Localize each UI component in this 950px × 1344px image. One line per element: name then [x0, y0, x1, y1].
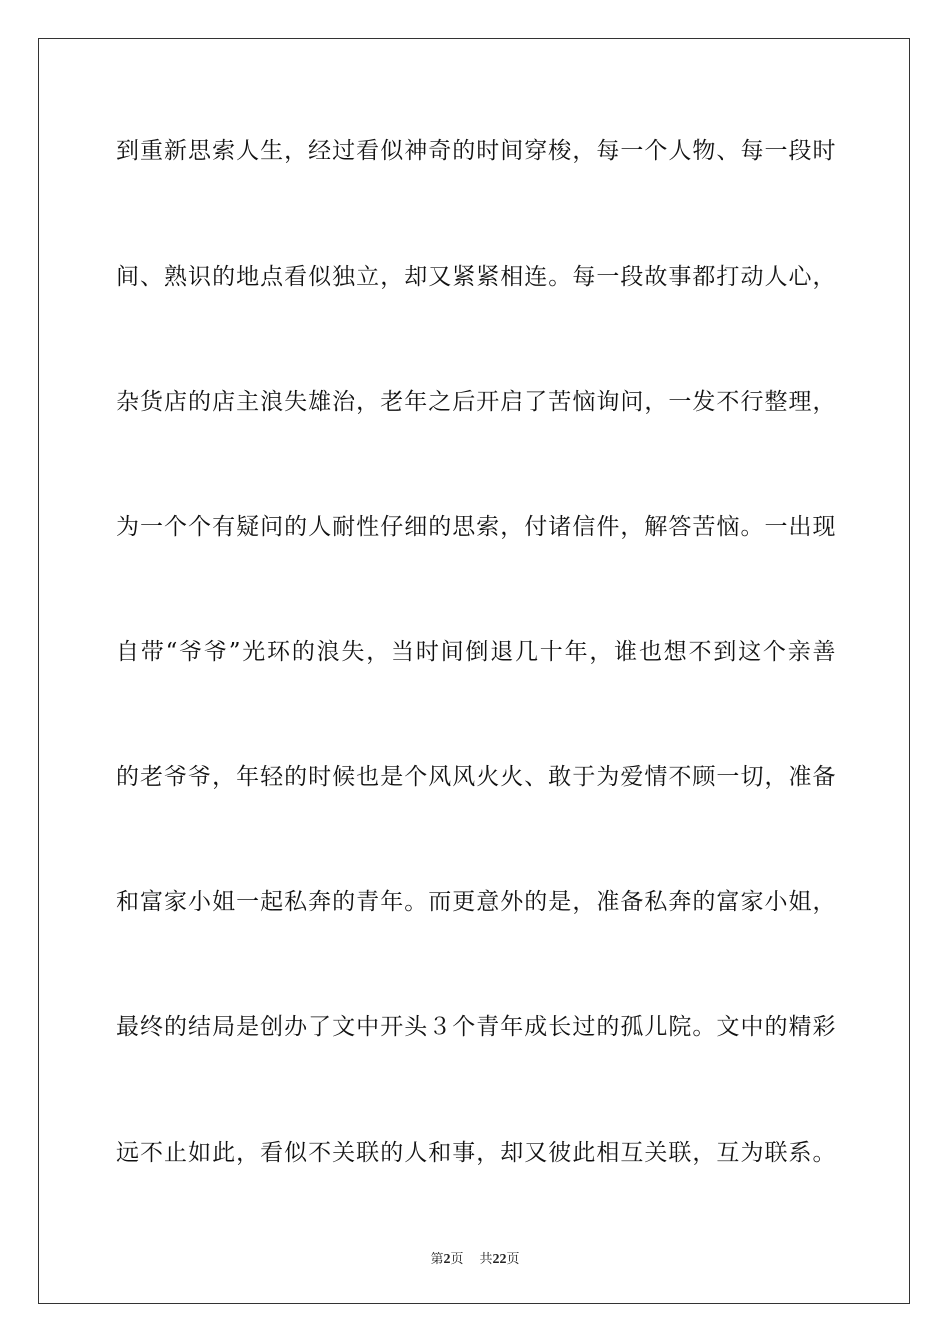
text-line: 的老爷爷，年轻的时候也是个风风火火、敢于为爱情不顾一切，准备: [116, 764, 836, 790]
text-line: 到重新思索人生，经过看似神奇的时间穿梭，每一个人物、每一段时: [116, 138, 836, 164]
text-line: 自带“爷爷”光环的浪失，当时间倒退几十年，谁也想不到这个亲善: [116, 639, 836, 665]
text-line: 最终的结局是创办了文中开头３个青年成长过的孤儿院。文中的精彩: [116, 1014, 836, 1040]
text-line: 间、熟识的地点看似独立，却又紧紧相连。每一段故事都打动人心，: [116, 264, 836, 290]
text-line: 杂货店的店主浪失雄治，老年之后开启了苦恼询问，一发不行整理，: [116, 389, 836, 415]
text-line: 远不止如此，看似不关联的人和事，却又彼此相互关联，互为联系。: [116, 1140, 836, 1166]
text-line: 为一个个有疑问的人耐性仔细的思索，付诸信件，解答苦恼。一出现: [116, 514, 836, 540]
page-number: 2: [443, 1252, 451, 1267]
page-suffix: 页: [450, 1252, 464, 1267]
total-pages: 22: [492, 1252, 507, 1267]
page-prefix: 第: [430, 1252, 444, 1267]
total-prefix: 共: [479, 1252, 493, 1267]
page-footer: [0, 1248, 950, 1268]
text-line: 和富家小姐一起私奔的青年。而更意外的是，准备私奔的富家小姐，: [116, 889, 836, 915]
total-suffix: 页: [506, 1252, 520, 1267]
